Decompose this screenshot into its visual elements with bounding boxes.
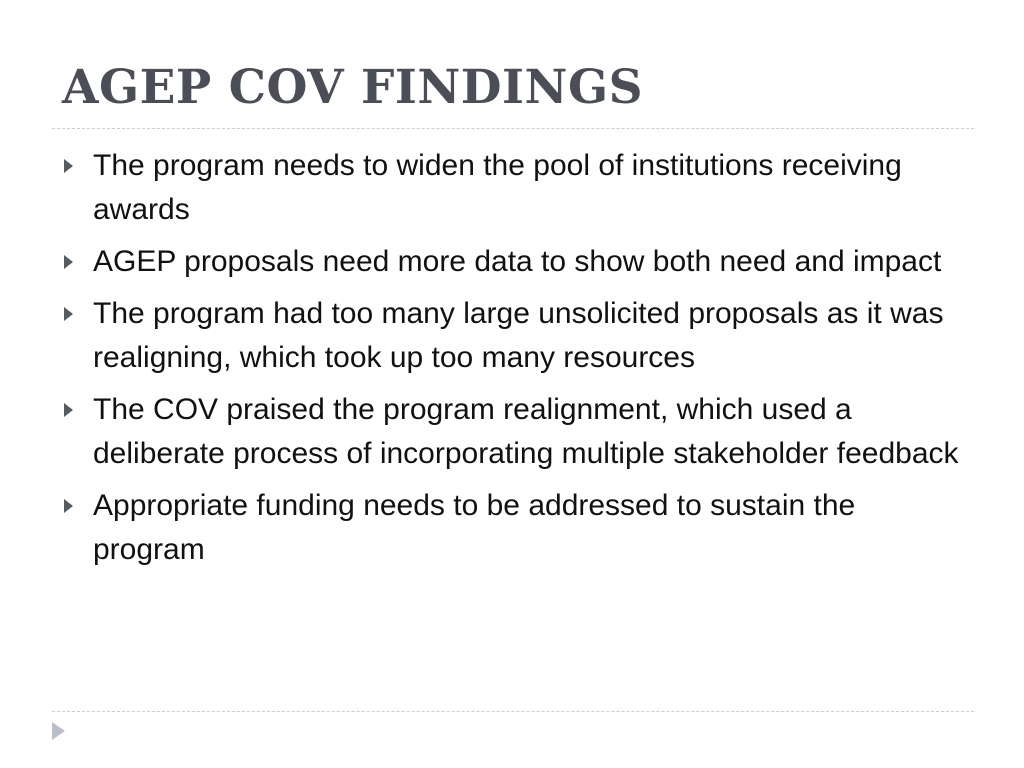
triangle-right-icon	[64, 403, 73, 417]
triangle-right-icon	[64, 255, 73, 269]
bullet-item	[58, 292, 968, 380]
triangle-right-icon	[64, 307, 73, 321]
slide-title: AGEP COV FINDINGS	[62, 60, 644, 115]
bullet-text: Appropriate funding needs to be addressed to sustain the program	[93, 489, 856, 566]
bullet-item	[58, 484, 968, 572]
bullet-item	[58, 144, 968, 232]
bullet-item	[58, 240, 968, 284]
bullet-list	[58, 144, 968, 580]
bullet-text: AGEP proposals need more data to show both need and impact	[93, 245, 942, 278]
footer-divider	[52, 711, 974, 712]
bullet-text: The program needs to widen the pool of institutions receiving awards	[93, 149, 902, 226]
triangle-right-icon	[64, 159, 73, 173]
title-divider	[52, 128, 974, 129]
bullet-text: The COV praised the program realignment, which used a deliberate process of incorporating multiple stakeholder feedback	[93, 393, 959, 470]
bullet-text: The program had too many large unsolicited proposals as it was realigning, which took up too many resources	[93, 297, 944, 374]
bullet-item	[58, 388, 968, 476]
play-triangle-icon[interactable]	[52, 722, 65, 740]
triangle-right-icon	[64, 499, 73, 513]
